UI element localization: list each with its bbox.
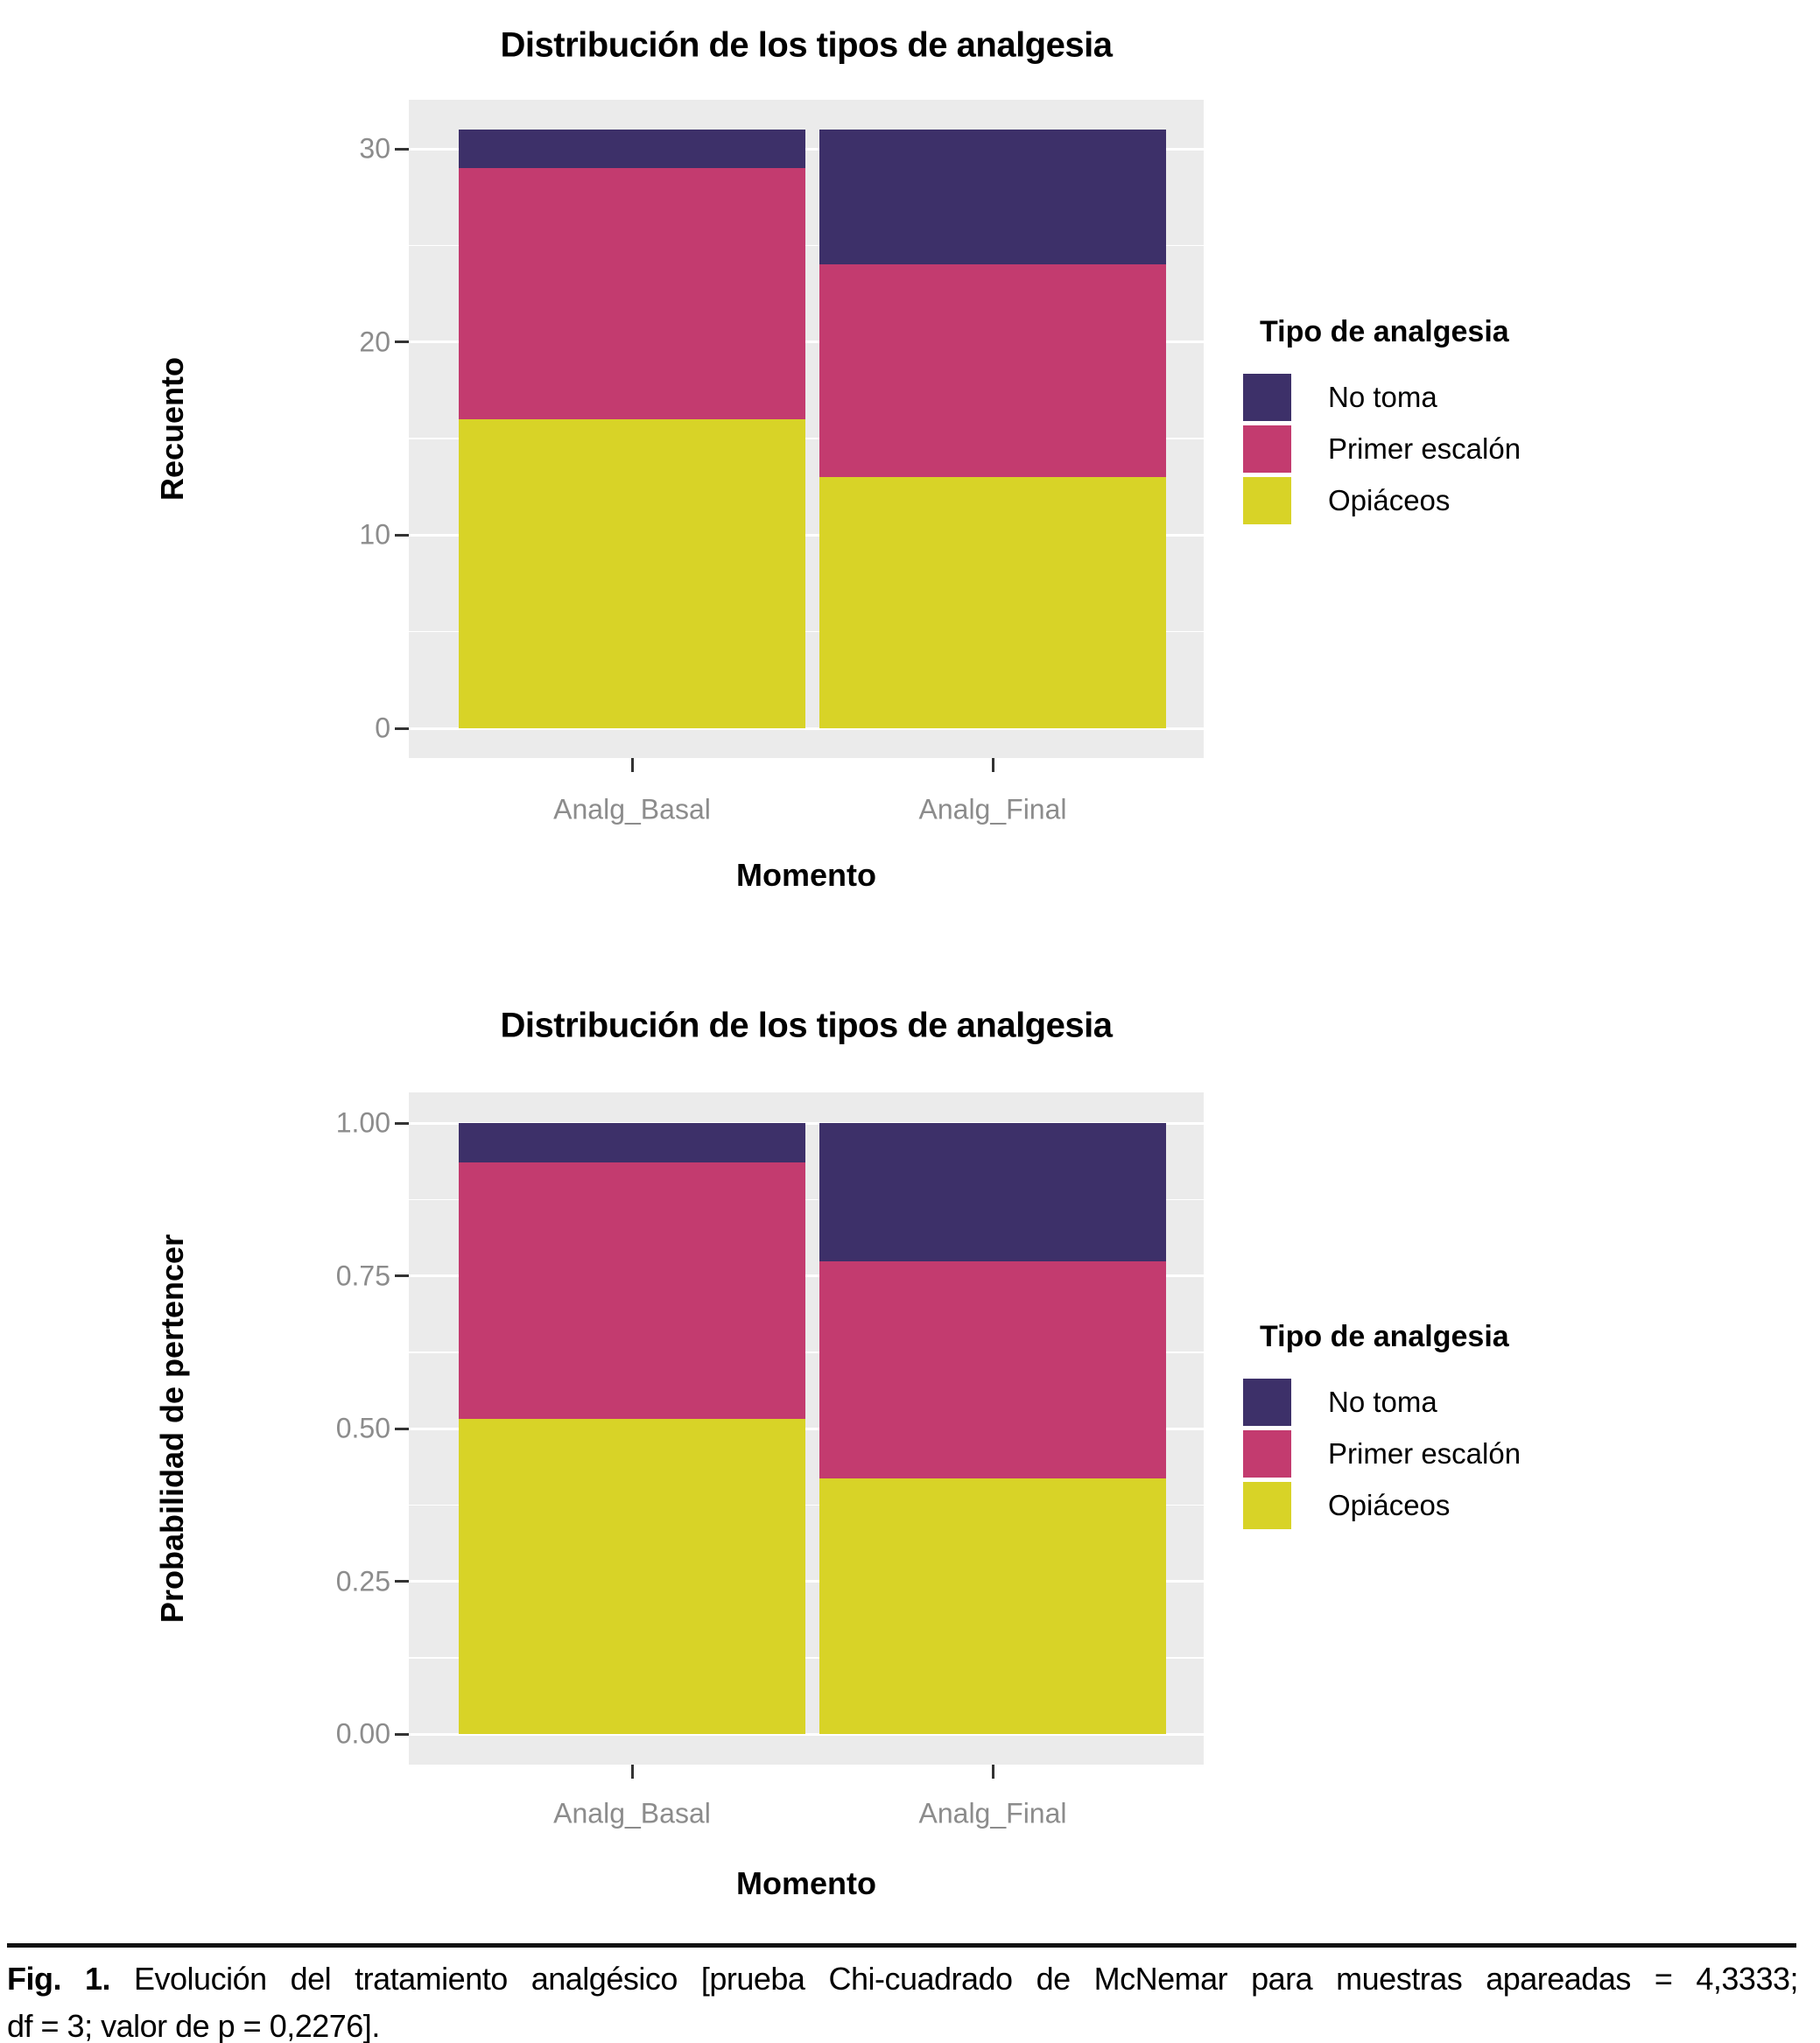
legend-title: Tipo de analgesia [1260, 1320, 1509, 1353]
opiaceos-swatch-icon [1243, 1482, 1291, 1529]
y-tick-label: 0.50 [335, 1412, 390, 1444]
x-tick-label: Analg_Basal [553, 1797, 711, 1829]
legend-item-label: Primer escalón [1328, 1437, 1521, 1470]
y-tick-mark [395, 1580, 409, 1583]
legend-item-opiaceos [1243, 1482, 1655, 1529]
chart2-legend [1243, 1320, 1655, 1534]
caption-line-2: df = 3; valor de p = 0,2276]. [7, 2008, 380, 2043]
y-tick-mark [395, 1428, 409, 1430]
chart1-x-axis-title: Momento [736, 857, 876, 893]
x-tick-label: Analg_Final [918, 1797, 1067, 1829]
primer-escalon-swatch-icon [1243, 1430, 1291, 1478]
bar-segment-primer-escal-n [819, 1261, 1166, 1478]
y-tick-mark [395, 1274, 409, 1277]
x-tick-mark [631, 1765, 634, 1779]
x-tick-label: Analg_Basal [553, 793, 711, 825]
bar-segment-primer-escal-n [459, 1162, 805, 1418]
bar-segment-opi-ceos [459, 1419, 805, 1734]
legend-title: Tipo de analgesia [1260, 315, 1509, 348]
legend-item-primer-escalon [1243, 1430, 1655, 1478]
x-tick-mark [992, 1765, 994, 1779]
caption-text: Evolución del tratamiento analgésico [prueba Chi-cuadrado de McNemar para muestras apareadas = 4,3333; [134, 1961, 1798, 1997]
legend-item-label: Opiáceos [1328, 484, 1451, 516]
chart2-title: Distribución de los tipos de analgesia [500, 1006, 1113, 1045]
chart1-y-axis-title: Recuento [154, 356, 190, 502]
chart2-y-axis-title: Probabilidad de pertencer [154, 1233, 190, 1624]
bar-segment-no-toma [459, 1123, 805, 1162]
legend-item-label: No toma [1328, 381, 1437, 413]
y-tick-label: 1.00 [335, 1106, 390, 1139]
y-tick-label: 30 [359, 132, 390, 165]
y-tick-label: 0.00 [335, 1717, 390, 1750]
y-tick-label: 0.25 [335, 1565, 390, 1597]
y-tick-label: 20 [359, 326, 390, 358]
y-tick-label: 0 [375, 712, 390, 744]
no-toma-swatch-icon [1243, 1379, 1291, 1426]
chart1-title: Distribución de los tipos de analgesia [500, 25, 1113, 65]
y-tick-mark [395, 1733, 409, 1736]
y-tick-label: 10 [359, 518, 390, 551]
caption-figure-label: Fig. 1. [7, 1961, 111, 1997]
x-tick-label: Analg_Final [918, 793, 1067, 825]
figure-caption [7, 1955, 1798, 2043]
bar-segment-opi-ceos [819, 1478, 1166, 1734]
y-tick-mark [395, 1122, 409, 1125]
legend-item-label: No toma [1328, 1386, 1437, 1418]
chart2-x-axis-title: Momento [736, 1865, 876, 1901]
legend-item-label: Opiáceos [1328, 1489, 1451, 1521]
legend-item-label: Primer escalón [1328, 432, 1521, 465]
legend-item-no-toma [1243, 1379, 1655, 1426]
bar-segment-no-toma [819, 1123, 1166, 1261]
y-tick-label: 0.75 [335, 1260, 390, 1291]
caption-divider [7, 1943, 1796, 1948]
caption-line-1 [7, 1955, 1798, 2003]
